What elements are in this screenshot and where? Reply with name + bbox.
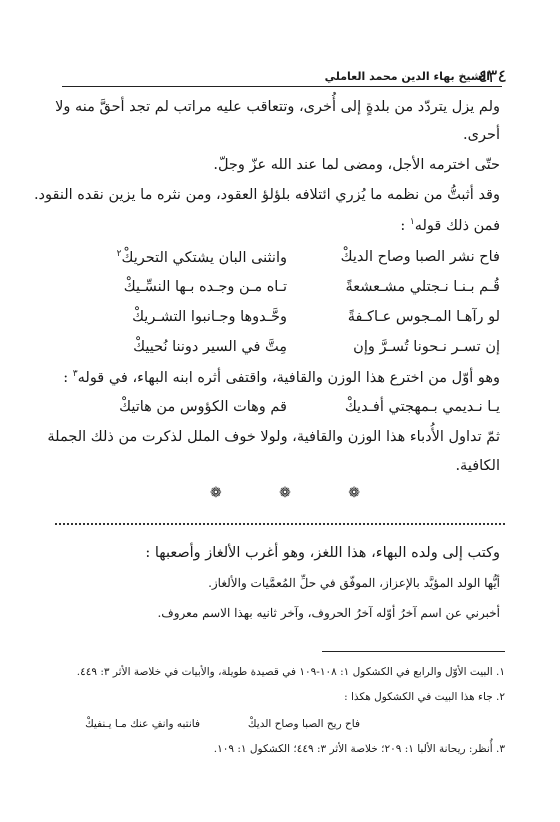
header-rule [62, 86, 502, 87]
paragraph-1-line-2: أحرى. [463, 127, 500, 143]
paragraph-3: وقد أثبتُّ من نظمه ما يُزري ائتلافه بلؤلؤ العقود، ومن نثره ما يزين نقده النقود. [33, 187, 500, 203]
running-title: الشيخ بهاء الدين محمد العاملي [324, 70, 490, 83]
footnote-2-verse-right: فاح ريح الصبا وصاح الديكْ [247, 718, 360, 730]
paragraph-6-line-1: ثمّ تداول الأُدباء هذا الوزن والقافية، ولولا خوف الملل لذكرت من ذلك الجملة [47, 429, 500, 445]
footnote-ref-1[interactable]: ١ [409, 217, 415, 227]
paragraph-1-line-1: ولم يزل يتردّد من بلدةٍ إلى أُخرى، وتتعاقب عليه مراتب لم تجد أحقَّ منه ولا [55, 99, 500, 115]
footnote-rule [322, 651, 505, 652]
section-divider-stars [210, 485, 360, 501]
page-number: ٤٣٤ [478, 66, 508, 87]
footnote-3: ٣. أُنظر: ريحانة الألبا ١: ٢٠٩؛ خلاصة الأثر ٣: ٤٤٩؛ الكشكول ١: ١٠٩. [213, 743, 505, 755]
intro-text: فمن ذلك قوله [414, 217, 500, 234]
riddle-line-2: أخبرني عن اسم آخرُ أوّله آخرُ الحروف، وآخر ثانيه بهذا الاسم معروف. [157, 606, 500, 620]
verse-3-hemistich-2: وحَّـدوها وجـانبوا التشـريكْ [132, 309, 287, 325]
footnote-ref-3[interactable]: ٣ [72, 369, 78, 379]
paragraph-6-line-2: الكافية. [455, 458, 500, 474]
verse-2-hemistich-2: تـاه مـن وجـده بـها النسِّـيكْ [123, 279, 287, 295]
footnote-1: ١. البيت الأوّل والرابع في الكشكول ١: ١٠٨-١٠٩ في قصيدة طويلة، والأبيات في خلاصة الأثر ٣: ٤٤٩. [76, 666, 505, 678]
footnote-2: ٢. جاء هذا البيت في الكشكول هكذا : [344, 691, 505, 703]
verse-1-hemistich-1: فاح نشر الصبا وصاح الديكْ [340, 249, 500, 265]
paragraph-5-text: وهو أوّل من اخترع هذا الوزن والقافية، واقتفى أثره ابنه البهاء، في قوله [77, 369, 500, 386]
verse-5-hemistich-2: قم وهات الكؤوس من هاتيكْ [119, 399, 287, 415]
verse-4-hemistich-2: مِتَّ في السير دوننا نُحييكْ [133, 339, 287, 355]
colon-2: : [63, 369, 69, 386]
verse-1-left-text: وانثنى البان يشتكي التحريكْ [121, 249, 287, 266]
colon: : [400, 217, 406, 234]
star-ornament-icon: ❁ [210, 485, 222, 501]
dotted-separator [55, 523, 505, 525]
paragraph-2: حتّى اخترمه الأجل، ومضى لما عند الله عزّ وجلّ. [213, 157, 500, 173]
star-ornament-icon: ❁ [279, 485, 291, 501]
paragraph-5 [63, 369, 500, 386]
verse-4-hemistich-1: إن تسـر نـحونا تُسـرَّ وإن [353, 339, 500, 355]
star-ornament-icon: ❁ [348, 485, 360, 501]
paragraph-4-intro [400, 217, 500, 234]
verse-5-hemistich-1: يـا نـديمي بـمهجتي أفـديكْ [344, 399, 500, 415]
verse-2-hemistich-1: قُـم بـنـا نـجتلي مشـعشعةً [345, 279, 500, 295]
riddle-line-1: أيُّها الولد المؤيَّد بالإعزاز، الموفّق في حلِّ المُعمَّيات والألغاز. [208, 576, 500, 590]
section-2-intro: وكتب إلى ولده البهاء، هذا اللغز، وهو أغرب الألغاز وأصعبها : [145, 545, 500, 561]
verse-3-hemistich-1: لو رآهـا المـجوس عـاكـفةً [347, 309, 500, 325]
verse-1-hemistich-2 [62, 249, 287, 266]
footnote-ref-2[interactable]: ٢ [116, 249, 122, 259]
footnote-2-verse-left: فانتبه وانفِ عنك مـا يـنفيكْ [85, 718, 200, 730]
